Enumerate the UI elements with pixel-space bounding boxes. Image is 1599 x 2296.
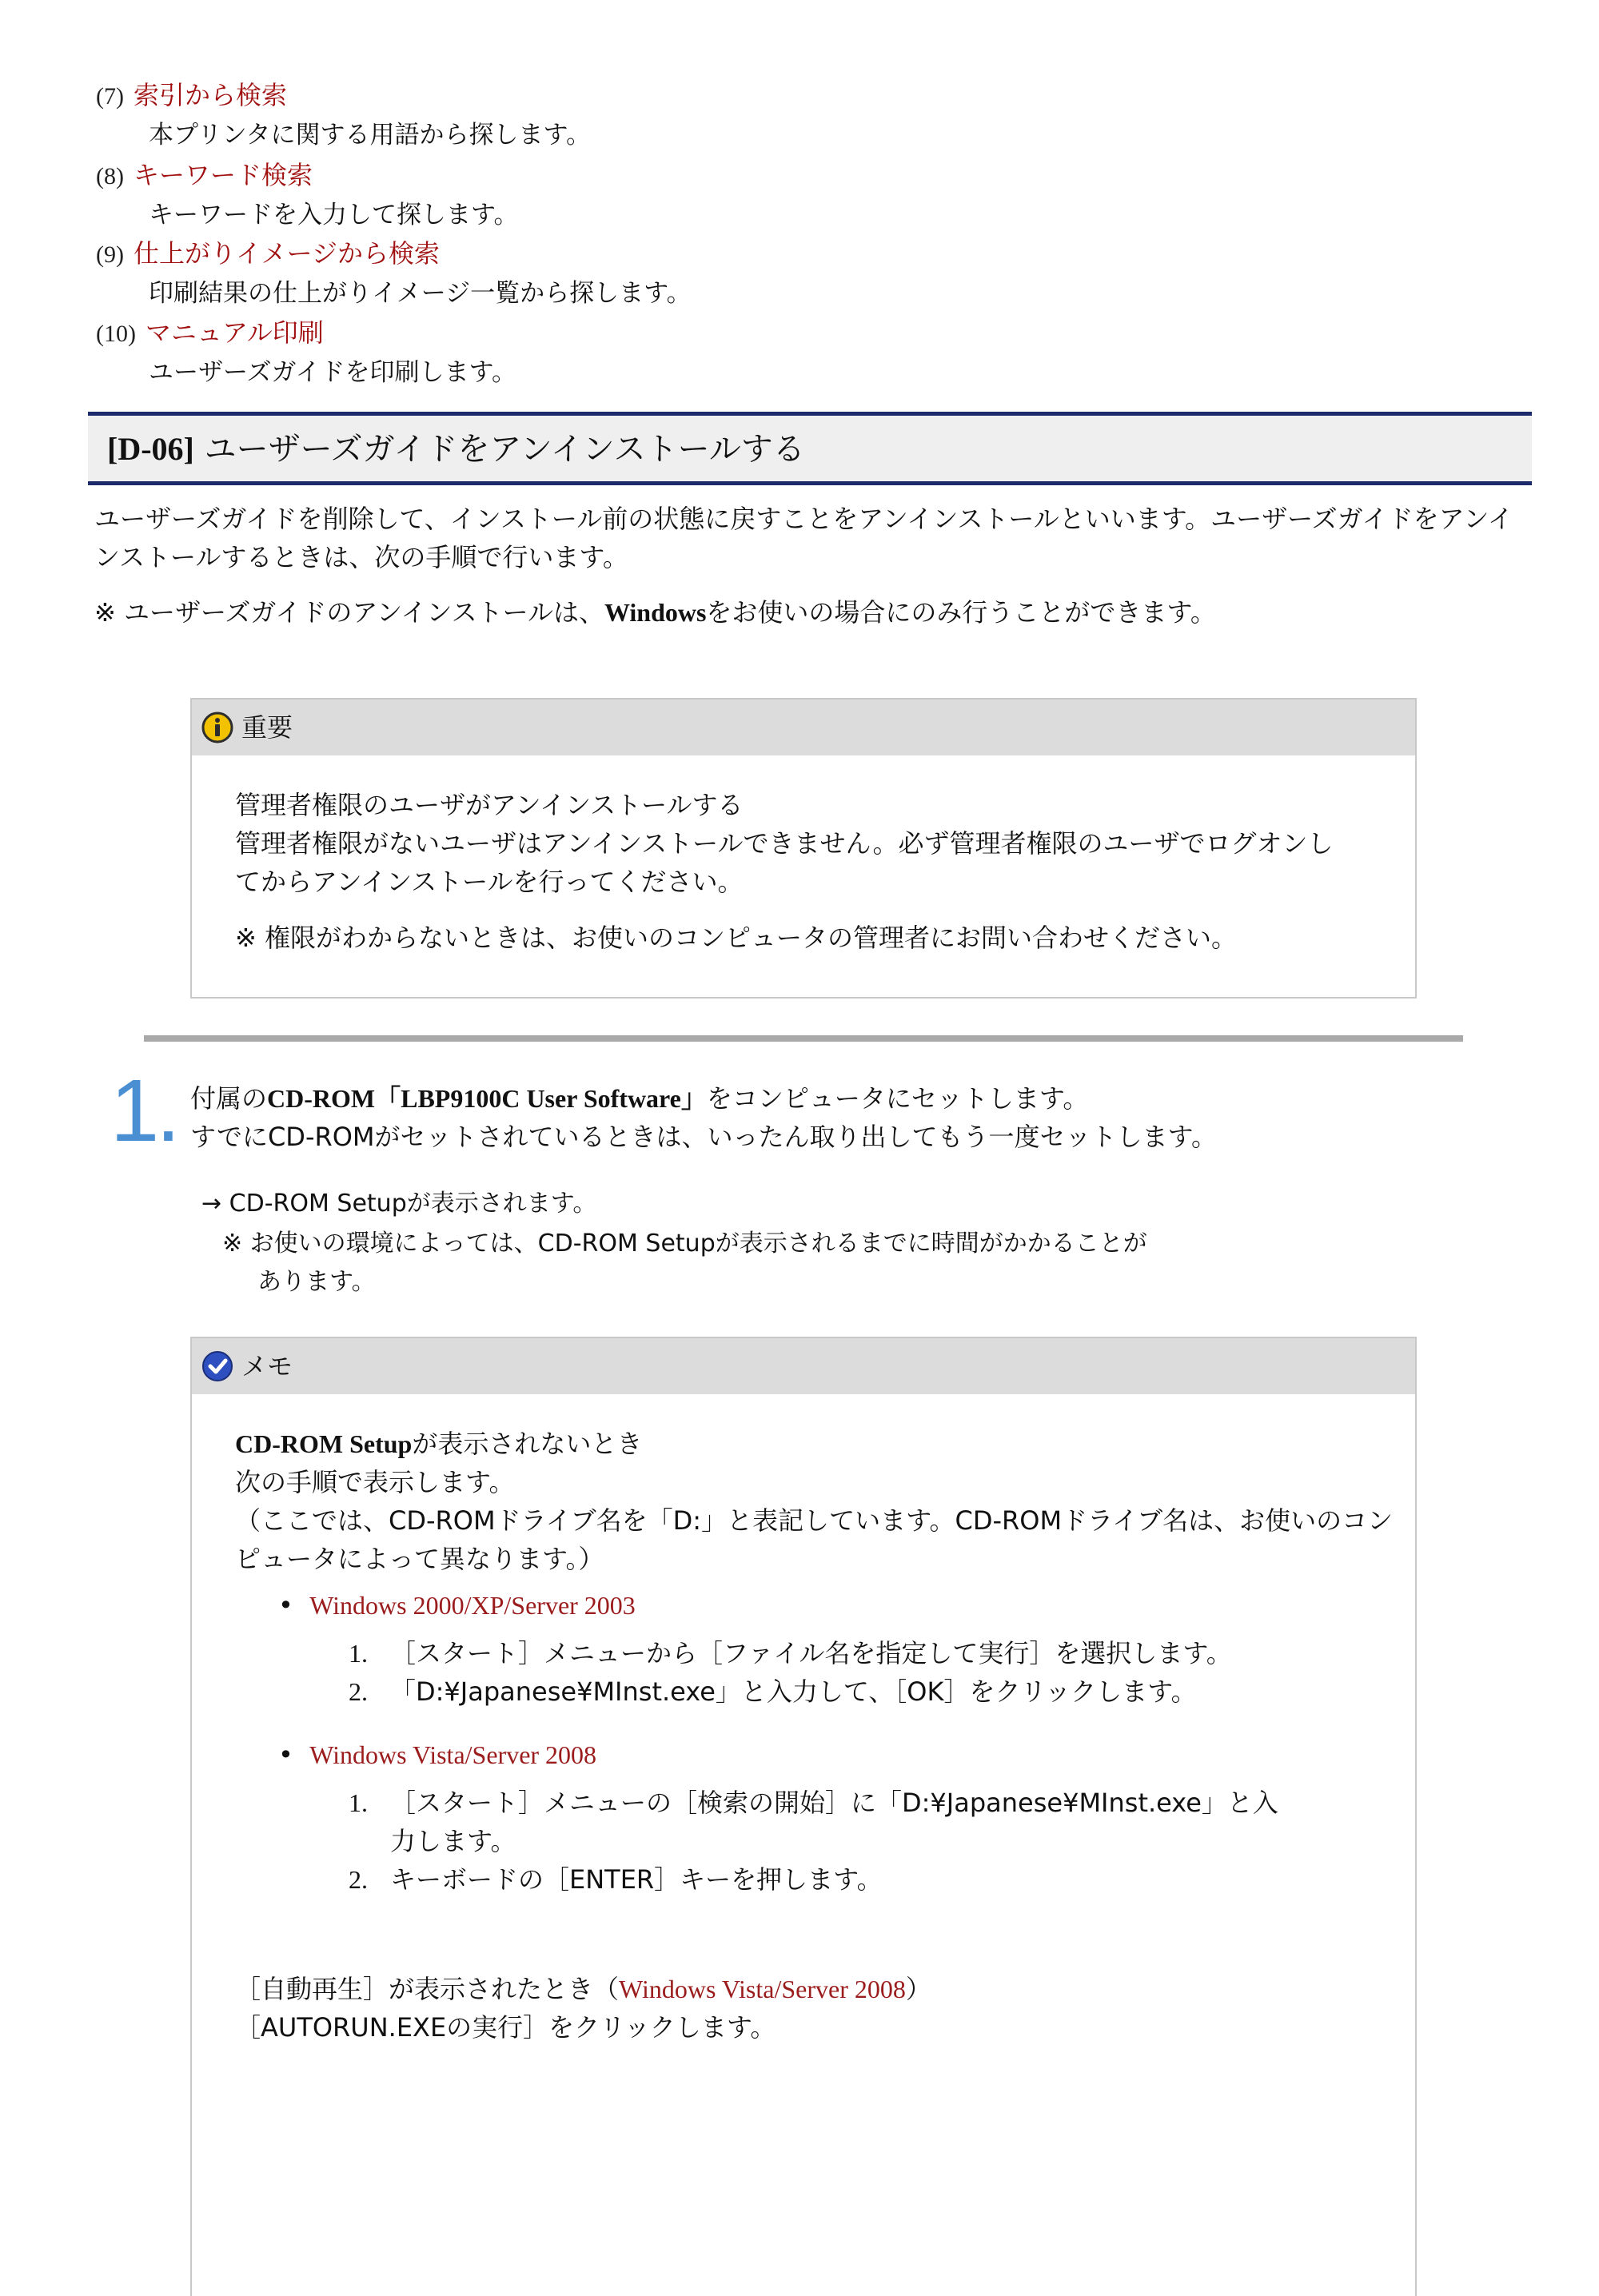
- note-bold: Windows: [604, 598, 707, 627]
- feature-description: キーワードを入力して探します。: [149, 201, 519, 229]
- info-icon: [201, 712, 233, 743]
- note-text: をお使いの場合にのみ行うことができます。: [706, 597, 1216, 628]
- section-title: [107, 430, 805, 468]
- step-number: 1.: [110, 1062, 177, 1160]
- autoplay-heading: ［自動再生］が表示されたとき（: [235, 1974, 620, 2004]
- os-link[interactable]: Windows Vista/Server 2008: [619, 1975, 906, 2003]
- important-box: [190, 698, 1417, 999]
- os-steps: [349, 1784, 1388, 1899]
- important-header: [192, 700, 1415, 755]
- feature-item: [96, 234, 1215, 313]
- feature-link[interactable]: 仕上がりイメージから検索: [133, 238, 441, 269]
- autoplay-heading: ）: [905, 1974, 931, 2004]
- os-step-text: 力します。: [390, 1826, 516, 1856]
- important-heading: 管理者権限のユーザがアンインストールする: [235, 790, 744, 820]
- step-index: 1.: [349, 1788, 368, 1817]
- step-index: 2.: [349, 1865, 368, 1894]
- check-icon: [201, 1350, 233, 1382]
- memo-text: 次の手順で表示します。: [235, 1467, 515, 1497]
- important-body: [235, 786, 1402, 957]
- memo-box: [190, 1337, 1417, 2296]
- important-text: 管理者権限がないユーザはアンインストールできません。必ず管理者権限のユーザでログオンし: [235, 828, 1334, 859]
- autoplay-section: [235, 1970, 1402, 2047]
- step-text: をコンピュータにセットします。: [706, 1083, 1089, 1114]
- feature-number: (10): [96, 321, 136, 347]
- feature-item: [96, 76, 1215, 154]
- feature-number: (8): [96, 163, 124, 189]
- os-link[interactable]: Windows 2000/XP/Server 2003: [309, 1591, 636, 1620]
- feature-description: 印刷結果の仕上がりイメージ一覧から探します。: [149, 279, 692, 308]
- feature-item: [96, 156, 1215, 234]
- step-note: [222, 1225, 1469, 1301]
- bullet-dot: •: [278, 1590, 293, 1620]
- memo-label: メモ: [241, 1351, 293, 1381]
- step-note-line: ※ お使いの環境によっては、CD-ROM Setupが表示されるまでに時間がかかることが: [222, 1230, 1147, 1258]
- feature-link[interactable]: キーワード検索: [133, 160, 313, 190]
- intro-line: ユーザーズガイドを削除して、インストール前の状態に戻すことをアンインストールといいます。ユーザーズガイドをアンイ: [94, 504, 1513, 534]
- feature-description: 本プリンタに関する用語から探します。: [149, 121, 592, 149]
- memo-text: ピュータによって異なります。）: [235, 1544, 604, 1574]
- section-header: [88, 412, 1532, 485]
- step-index: 2.: [349, 1677, 368, 1706]
- step-result: → CD-ROM Setupが表示されます。: [201, 1190, 597, 1218]
- important-note: ※ 権限がわからないときは、お使いのコンピュータの管理者にお問い合わせください。: [235, 923, 1237, 953]
- memo-heading-bold: CD-ROM Setup: [235, 1429, 413, 1458]
- intro-line: ンストールするときは、次の手順で行います。: [94, 542, 628, 572]
- feature-description: ユーザーズガイドを印刷します。: [149, 358, 517, 387]
- divider: [144, 1035, 1463, 1042]
- os-step-text: 「D:¥Japanese¥MInst.exe」と入力して、［OK］をクリックします。: [390, 1676, 1197, 1707]
- step-index: 1.: [349, 1639, 368, 1668]
- feature-number: (9): [96, 241, 124, 268]
- feature-link[interactable]: マニュアル印刷: [145, 317, 324, 348]
- note-text: ※ ユーザーズガイドのアンインストールは、: [94, 597, 604, 628]
- step-text: 付属の: [190, 1083, 268, 1114]
- memo-body: [235, 1425, 1402, 1578]
- os-steps: [349, 1634, 1388, 1711]
- os-step-text: ［スタート］メニューの［検索の開始］に「D:¥Japanese¥MInst.exe」と入: [390, 1788, 1278, 1818]
- feature-link[interactable]: 索引から検索: [133, 80, 287, 110]
- bullet-dot: •: [278, 1740, 293, 1770]
- os-step-text: キーボードの［ENTER］キーを押します。: [390, 1864, 883, 1895]
- step-instruction: [190, 1079, 1549, 1156]
- os-link[interactable]: Windows Vista/Server 2008: [309, 1740, 597, 1769]
- important-label: 重要: [241, 712, 293, 743]
- feature-item: [96, 313, 1215, 392]
- memo-header: [192, 1338, 1415, 1394]
- section-code: [D-06]: [107, 431, 194, 467]
- step-note-line: あります。: [257, 1268, 376, 1296]
- intro-paragraph: [94, 500, 1533, 576]
- os-group: [278, 1586, 1398, 1624]
- os-step-text: ［スタート］メニューから［ファイル名を指定して実行］を選択します。: [390, 1638, 1232, 1668]
- important-text: てからアンインストールを行ってください。: [235, 867, 744, 897]
- memo-text: （ここでは、CD-ROMドライブ名を「D:」と表記しています。CD-ROMドライブ名は、お使いのコン: [235, 1505, 1394, 1536]
- feature-number: (7): [96, 83, 124, 110]
- step-text: すでにCD-ROMがセットされているときは、いったん取り出してもう一度セットします。: [190, 1122, 1217, 1152]
- os-group: [278, 1736, 1398, 1774]
- step-bold-text: CD-ROM「LBP9100C User Software」: [267, 1084, 707, 1113]
- autoplay-text: ［AUTORUN.EXEの実行］をクリックします。: [235, 2012, 776, 2043]
- memo-heading: が表示されないとき: [412, 1429, 643, 1459]
- section-title-text: ユーザーズガイドをアンインストールする: [204, 431, 805, 468]
- windows-only-note: [94, 593, 1533, 632]
